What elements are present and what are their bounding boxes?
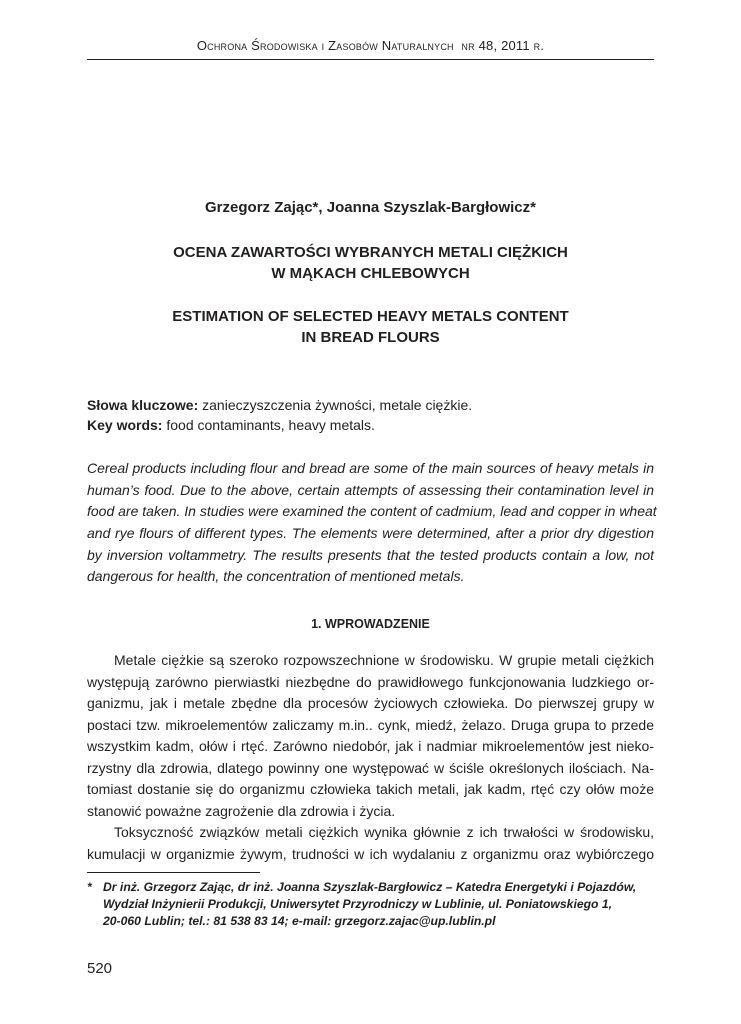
body-line: ganizmu, jak i metale zbędne dla procesów życiowych człowieka. Do pierwszej grupy w xyxy=(87,695,654,711)
footnote-line: 20-060 Lublin; tel.: 81 538 83 14; e-mail: grzegorz.zajac@up.lublin.pl xyxy=(103,914,496,928)
journal-name: Ochrona Środowiska i Zasobów Naturalnych xyxy=(196,38,454,53)
header-rule xyxy=(87,59,654,60)
footnote-line: Dr inż. Grzegorz Zając, dr inż. Joanna Szyszlak-Bargłowicz – Katedra Energetyki i Pojazdów, xyxy=(103,880,637,894)
abstract-line: food are taken. In studies were examined the content of cadmium, lead and copper in wheat xyxy=(87,503,657,520)
body-line: Metale ciężkie są szeroko rozpowszechnione w środowisku. W grupie metali ciężkich xyxy=(114,652,654,668)
running-header xyxy=(87,38,654,53)
body-line: kumulacji w organizmie żywym, trudności w ich wydalaniu z organizmu oraz wybiórczego xyxy=(87,845,654,862)
title-english xyxy=(87,306,654,348)
keywords-polish-label: Słowa kluczowe: xyxy=(87,397,199,413)
footnote-line: Wydział Inżynierii Produkcji, Uniwersytet Przyrodniczy w Lublinie, ul. Poniatowskiego 1, xyxy=(103,897,613,911)
abstract-line: by inversion voltammetry. The results presents that the tested products contain a low, not xyxy=(87,546,654,563)
page-number: 520 xyxy=(87,960,113,977)
body-text xyxy=(87,650,654,865)
authors: Grzegorz Zając*, Joanna Szyszlak-Bargłowicz* xyxy=(205,199,536,216)
keywords-polish-value: zanieczyszczenia żywności, metale ciężkie. xyxy=(202,397,473,413)
abstract-line: dangerous for health, the concentration of mentioned metals. xyxy=(87,568,465,585)
title-polish-line: OCENA ZAWARTOŚCI WYBRANYCH METALI CIĘŻKICH xyxy=(173,244,568,261)
section-heading: 1. WPROWADZENIE xyxy=(311,617,430,631)
keywords-english xyxy=(87,415,654,435)
abstract-line: and rye flours of different types. The elements were determined, after a prior dry digestion xyxy=(87,525,654,542)
keywords-polish xyxy=(87,395,654,415)
abstract-line: Cereal products including flour and bread are some of the main sources of heavy metals in xyxy=(87,460,654,476)
body-line: tomiast dostanie się do organizmu człowieka takich metali, jak kadm, rtęć czy ołów może xyxy=(87,781,654,797)
body-line: rzystny dla zdrowia, dlatego powinny one występować w ściśle określonych ilościach. Na- xyxy=(87,759,654,776)
title-english-line: ESTIMATION OF SELECTED HEAVY METALS CONTENT xyxy=(172,308,569,325)
footnote-rule xyxy=(87,872,260,873)
title-english-line: IN BREAD FLOURS xyxy=(301,329,440,346)
journal-issue: nr 48, 2011 r. xyxy=(461,38,545,53)
title-polish-line: W MĄKACH CHLEBOWYCH xyxy=(271,265,470,282)
abstract xyxy=(87,458,657,588)
footnote xyxy=(87,879,654,930)
body-line: wszystkim kadm, ołów i rtęć. Zarówno niedobór, jak i nadmiar mikroelementów jest nieko- xyxy=(87,738,654,754)
title-polish xyxy=(87,242,654,284)
body-line: Toksyczność związków metali ciężkich wynika głównie z ich trwałości w środowisku, xyxy=(114,824,654,840)
body-line: stanowić poważne zagrożenie dla zdrowia i życia. xyxy=(87,802,396,819)
abstract-line: human’s food. Due to the above, certain attempts of assessing their contamination level in xyxy=(87,481,654,498)
body-line: występują zarówno pierwiastki niezbędne do prawidłowego funkcjonowania ludzkiego or- xyxy=(87,673,654,690)
body-line: postaci tzw. mikroelementów zaliczamy m.in.. cynk, miedź, żelazo. Druga grupa to przede xyxy=(87,716,654,733)
keywords-english-label: Key words: xyxy=(87,417,163,433)
footnote-marker: * xyxy=(87,880,92,894)
keywords-english-value: food contaminants, heavy metals. xyxy=(166,417,375,433)
